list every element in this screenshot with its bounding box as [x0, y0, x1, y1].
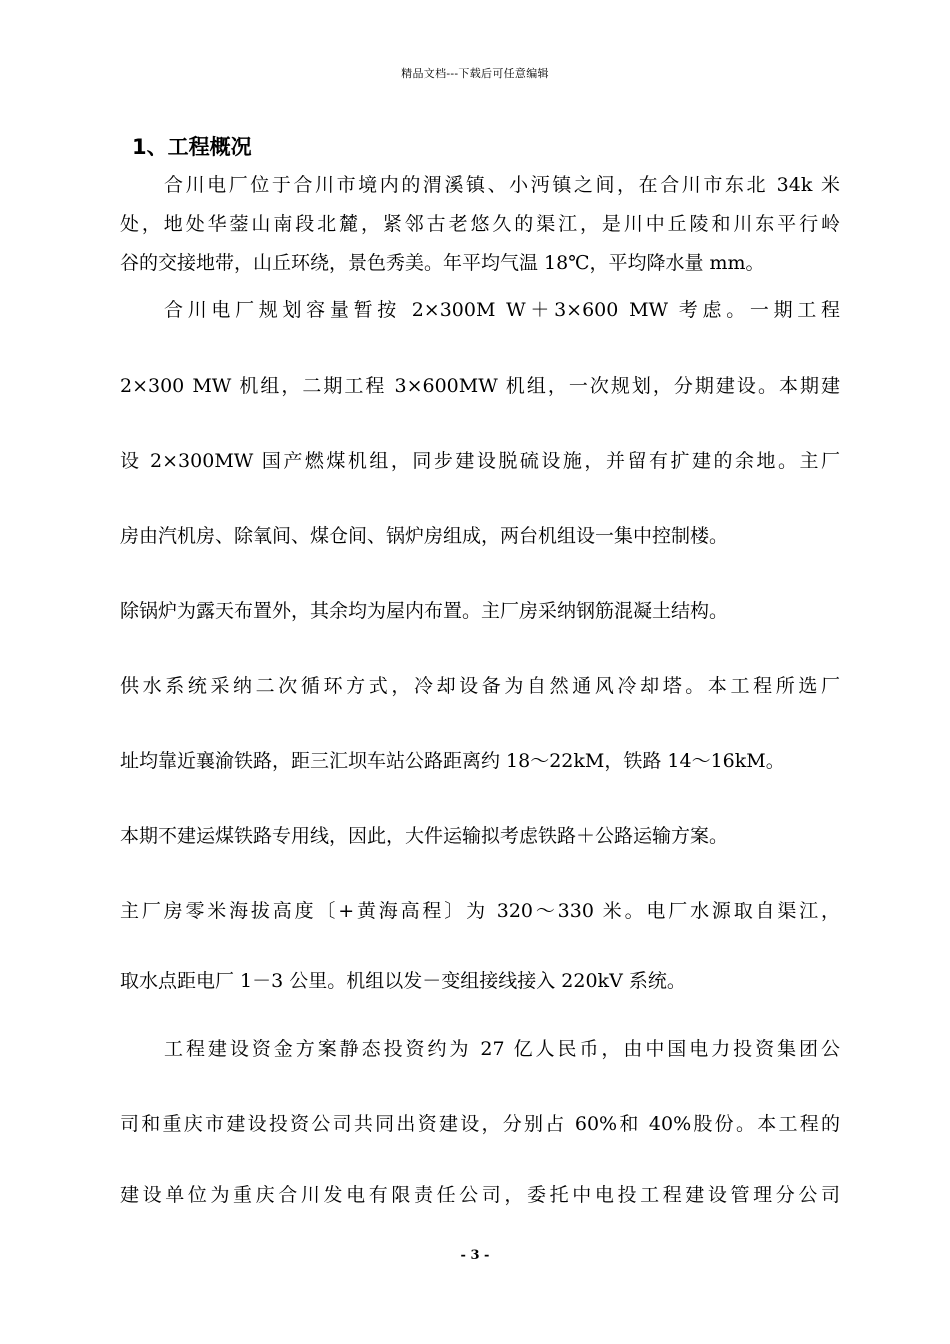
paragraph-2-line-1: 合川电厂规划容量暂按 2×300M W＋3×600 MW 考虑。一期工程	[164, 299, 840, 321]
paragraph-2-line-4: 房由汽机房、除氧间、煤仓间、锅炉房组成，两台机组设一集中控制楼。	[120, 525, 729, 547]
paragraph-1-line-2: 处，地处华蓥山南段北麓，紧邻古老悠久的渠江，是川中丘陵和川东平行岭	[120, 213, 840, 235]
paragraph-2-line-3: 设 2×300MW 国产燃煤机组，同步建设脱硫设施，并留有扩建的余地。主厂	[120, 450, 840, 472]
page-number: - 3 -	[460, 1248, 490, 1263]
paragraph-2-line-2: 2×300 MW 机组，二期工程 3×600MW 机组，一次规划，分期建设。本期建	[120, 375, 840, 397]
paragraph-1-line-1: 合川电厂位于合川市境内的渭溪镇、小沔镇之间，在合川市东北 34k 米	[164, 174, 840, 196]
section-heading: 1、工程概况	[132, 135, 252, 159]
paragraph-2-line-10: 取水点距电厂 1－3 公里。机组以发－变组接线接入 220kV 系统。	[120, 970, 686, 992]
paragraph-1-line-3: 谷的交接地带，山丘环绕，景色秀美。年平均气温 18℃，平均降水量 mm。	[120, 252, 765, 274]
paragraph-2-line-9: 主厂房零米海拔高度〔+黄海高程〕为 320～330 米。电厂水源取自渠江，	[120, 900, 840, 922]
paragraph-3-line-2: 司和重庆市建设投资公司共同出资建设，分别占 60%和 40%股份。本工程的	[120, 1113, 840, 1135]
paragraph-2-line-8: 本期不建运煤铁路专用线，因此，大件运输拟考虑铁路＋公路运输方案。	[120, 825, 729, 847]
paragraph-2-line-5: 除锅炉为露天布置外，其余均为屋内布置。主厂房采纳钢筋混凝土结构。	[120, 600, 729, 622]
paragraph-3-line-1: 工程建设资金方案静态投资约为 27 亿人民币，由中国电力投资集团公	[164, 1038, 840, 1060]
paragraph-2-line-7: 址均靠近襄渝铁路，距三汇坝车站公路距离约 18～22kM，铁路 14～16kM。	[120, 750, 785, 772]
paragraph-3-line-3: 建设单位为重庆合川发电有限责任公司，委托中电投工程建设管理分公司	[120, 1184, 840, 1206]
page-header: 精品文档---下载后可任意编辑	[401, 67, 549, 80]
paragraph-2-line-6: 供水系统采纳二次循环方式，冷却设备为自然通风冷却塔。本工程所选厂	[120, 675, 840, 697]
